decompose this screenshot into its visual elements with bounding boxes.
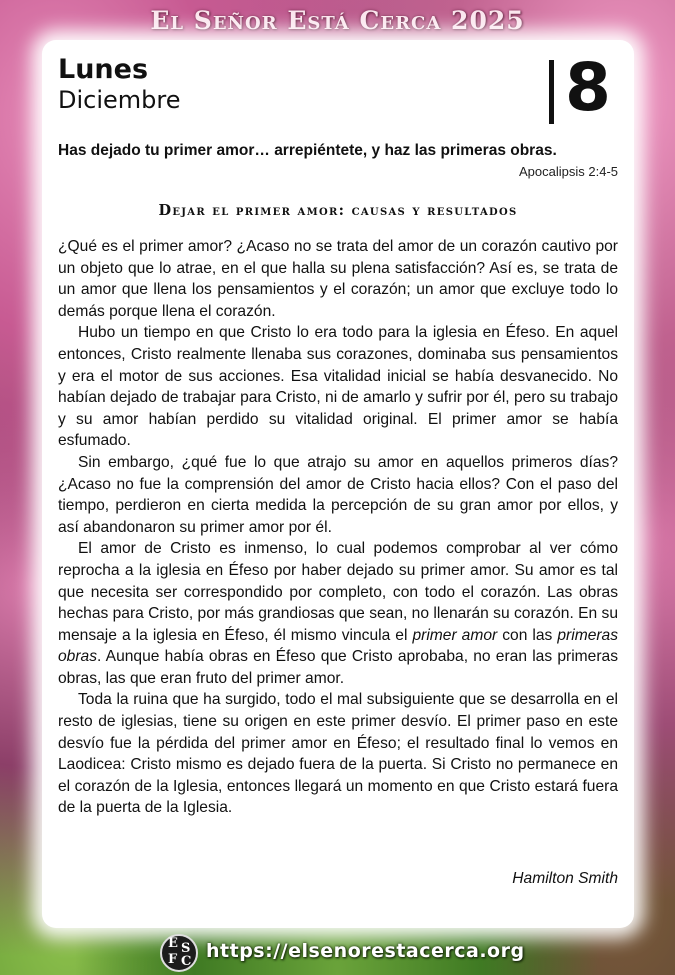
paragraph-text: El amor de Cristo es inmenso, lo cual podemos comprobar al ver cómo reprocha a la iglesia en Éfeso por haber dejado su primer amor. Su amor es tal que necesita ser correspondido por completo, con todo el corazón. Las obras hechas para Cristo, por más grandiosas que sean, no llenarán su corazón. En su mensaje a la iglesia en Éfeso, él mismo vincula el [58, 540, 618, 644]
emphasis: primer amor [412, 626, 498, 644]
month: Diciembre [58, 86, 181, 114]
date-divider [549, 60, 554, 124]
article-body [58, 236, 618, 819]
footer [0, 934, 675, 970]
paragraph-text: con las [497, 626, 558, 644]
logo-letter: S [181, 941, 191, 956]
day-number: 8 [565, 49, 611, 126]
article-heading: Dejar el primer amor: causas y resultados [158, 202, 518, 219]
paragraph: Toda la ruina que ha surgido, todo el mal subsiguiente que se desarrolla en el resto de iglesias, tiene su origen en este primer desvío. El primer paso en este desvío fue la pérdida del primer amor en Éfeso; el resultado final lo vemos en Laodicea: Cristo mismo es dejado fuera de la puerta. Si Cristo no permanece en el corazón de la Iglesia, entonces llegará un momento en que Cristo estará fuera de la puerta de la Iglesia. [58, 691, 618, 817]
emphasis: primeras obras [58, 626, 619, 666]
esfc-logo [160, 934, 198, 972]
logo-letter: F [168, 952, 178, 967]
website-link[interactable]: https://elsenorestacerca.org [206, 940, 525, 962]
paragraph [58, 538, 618, 689]
logo-letter: C [181, 954, 192, 969]
author-signature: Hamilton Smith [512, 870, 618, 887]
paragraph-text: . Aunque había obras en Éfeso que Cristo aprobaba, no eran las primeras obras, las que eran fruto del primer amor. [58, 648, 618, 687]
devotional-card [42, 40, 634, 928]
paragraph: ¿Qué es el primer amor? ¿Acaso no se trata del amor de un corazón cautivo por un objeto que lo atrae, en el que halla su plena satisfacción? Así es, se trata de un amor que llena los pensamientos y el corazón; un amor que excluye todo lo demás porque llena el corazón. [58, 238, 618, 320]
weekday: Lunes [58, 54, 149, 85]
paragraph: Sin embargo, ¿qué fue lo que atrajo su amor en aquellos primeros días? ¿Acaso no fue la comprensión del amor de Cristo hacia ellos? Con el paso del tiempo, perdieron en cierta medida la percepción de su gran amor por ellos, y así abandonaron su primer amor por él. [58, 453, 618, 536]
scripture-verse: Has dejado tu primer amor… arrepiéntete, y haz las primeras obras. [58, 142, 557, 159]
paragraph: Hubo un tiempo en que Cristo lo era todo para la iglesia en Éfeso. En aquel entonces, Cristo realmente llenaba sus corazones, dominaba sus pensamientos y era el motor de sus acciones. Esa vitalidad inicial se había desvanecido. No habían dejado de trabajar para Cristo, ni de amarlo y sufrir por él, pero su trabajo y su amor habían perdido su vitalidad original. El primer amor se había esfumado. [58, 324, 618, 450]
logo-letter: E [168, 936, 178, 951]
publication-title: El Señor Está Cerca 2025 [150, 6, 525, 35]
scripture-reference: Apocalipsis 2:4-5 [519, 164, 618, 179]
